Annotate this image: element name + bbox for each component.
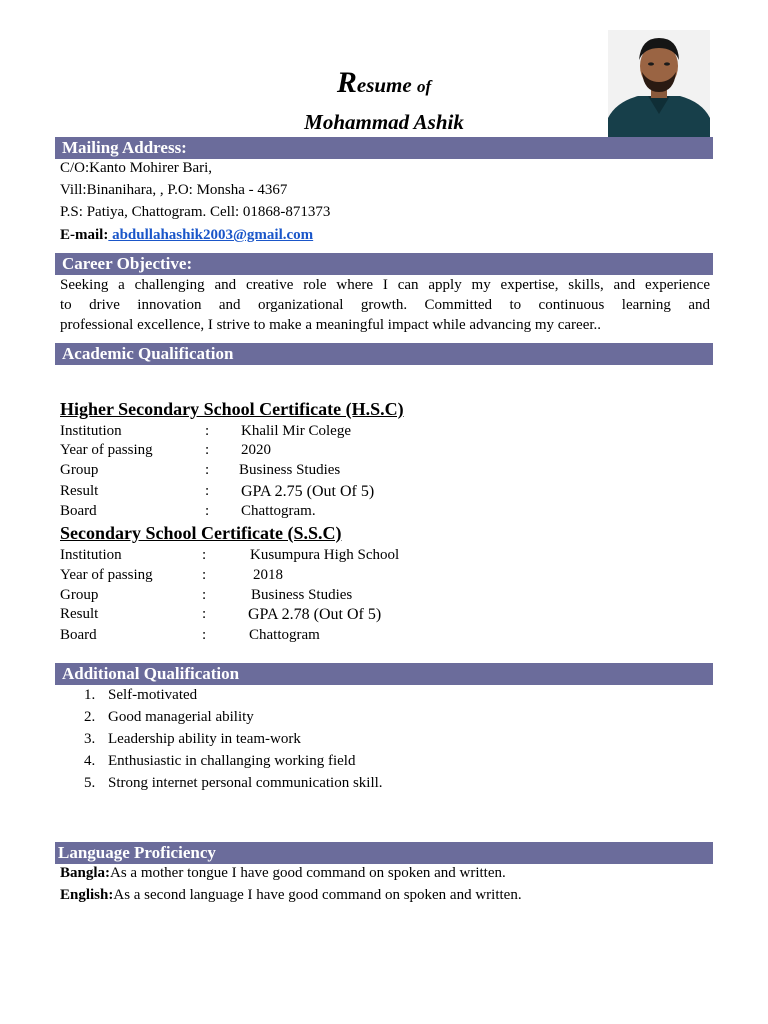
language-bangla bbox=[60, 865, 506, 882]
email-label: E-mail: bbox=[60, 227, 109, 243]
row-value: Chattogram bbox=[249, 627, 320, 643]
list-number: 4. bbox=[84, 753, 96, 769]
row-key: Result bbox=[60, 483, 99, 499]
row-value: Chattogram. bbox=[241, 503, 316, 519]
row-key: Year of passing bbox=[60, 567, 153, 583]
list-text: Enthusiastic in challanging working field bbox=[108, 753, 356, 769]
row-key: Result bbox=[60, 606, 99, 622]
row-key: Year of passing bbox=[60, 442, 153, 458]
bangla-label: Bangla: bbox=[60, 865, 111, 881]
career-line-2: to drive innovation and organizational growth. Committed to continuous learning and bbox=[60, 297, 710, 313]
title-of: of bbox=[416, 77, 432, 96]
list-text: Good managerial ability bbox=[108, 709, 254, 725]
row-colon: : bbox=[202, 587, 207, 603]
row-value: Business Studies bbox=[239, 462, 341, 478]
row-key: Group bbox=[60, 462, 99, 478]
address-line-2: Vill:Binanihara, , P.O: Monsha - 4367 bbox=[60, 182, 288, 198]
row-colon: : bbox=[205, 483, 210, 499]
row-value: Business Studies bbox=[251, 587, 353, 603]
career-objective-text bbox=[60, 275, 710, 335]
list-item bbox=[84, 775, 383, 792]
section-language-proficiency: Language Proficiency bbox=[55, 842, 713, 864]
row-colon: : bbox=[205, 503, 210, 519]
list-text: Self-motivated bbox=[108, 687, 198, 703]
row-key: Group bbox=[60, 587, 99, 603]
row-value: Khalil Mir Colege bbox=[241, 423, 351, 439]
row-colon: : bbox=[205, 462, 210, 478]
email-row bbox=[60, 227, 313, 244]
bangla-text: As a mother tongue I have good command on spoken and written. bbox=[110, 865, 506, 881]
address-line-3: P.S: Patiya, Chattogram. Cell: 01868-871373 bbox=[60, 204, 331, 220]
career-line-3: professional excellence, I strive to make a meaningful impact while advancing my career.. bbox=[60, 317, 602, 333]
english-text: As a second language I have good command on spoken and written. bbox=[113, 887, 522, 903]
row-colon: : bbox=[202, 567, 207, 583]
section-mailing-address: Mailing Address: bbox=[55, 137, 713, 159]
row-value: GPA 2.78 (Out Of 5) bbox=[248, 606, 382, 623]
list-number: 5. bbox=[84, 775, 96, 791]
section-additional-qualification: Additional Qualification bbox=[55, 663, 713, 685]
row-colon: : bbox=[202, 606, 207, 622]
list-number: 3. bbox=[84, 731, 96, 747]
candidate-name: Mohammad Ashik bbox=[304, 110, 464, 134]
row-key: Institution bbox=[60, 423, 122, 439]
row-value: 2020 bbox=[241, 442, 271, 458]
row-colon: : bbox=[205, 423, 210, 439]
row-colon: : bbox=[202, 547, 207, 563]
title-initial: R bbox=[336, 66, 357, 99]
section-career-objective: Career Objective: bbox=[55, 253, 713, 275]
row-key: Institution bbox=[60, 547, 122, 563]
language-english bbox=[60, 887, 522, 904]
list-item bbox=[84, 753, 355, 770]
career-line-1: Seeking a challenging and creative role where I can apply my expertise, skills, and experience bbox=[60, 277, 710, 293]
list-text: Strong internet personal communication skill. bbox=[108, 775, 383, 791]
list-item bbox=[84, 731, 301, 748]
list-number: 2. bbox=[84, 709, 96, 725]
list-item bbox=[84, 709, 254, 726]
portrait-image bbox=[608, 30, 710, 138]
ssc-title: Secondary School Certificate (S.S.C) bbox=[60, 523, 342, 543]
title-rest: esume bbox=[356, 73, 412, 97]
list-number: 1. bbox=[84, 687, 96, 703]
row-key: Board bbox=[60, 627, 97, 643]
list-text: Leadership ability in team-work bbox=[108, 731, 301, 747]
address-line-1: C/O:Kanto Mohirer Bari, bbox=[60, 160, 213, 176]
row-colon: : bbox=[202, 627, 207, 643]
profile-photo bbox=[608, 30, 710, 138]
english-label: English: bbox=[60, 887, 114, 903]
row-value: Kusumpura High School bbox=[250, 547, 400, 563]
row-colon: : bbox=[205, 442, 210, 458]
row-value: GPA 2.75 (Out Of 5) bbox=[241, 483, 375, 500]
section-academic-qualification: Academic Qualification bbox=[55, 343, 713, 365]
row-value: 2018 bbox=[253, 567, 283, 583]
email-link[interactable]: abdullahashik2003@gmail.com bbox=[108, 227, 314, 243]
list-item bbox=[84, 687, 197, 704]
row-key: Board bbox=[60, 503, 97, 519]
hsc-title: Higher Secondary School Certificate (H.S.C) bbox=[60, 399, 404, 419]
